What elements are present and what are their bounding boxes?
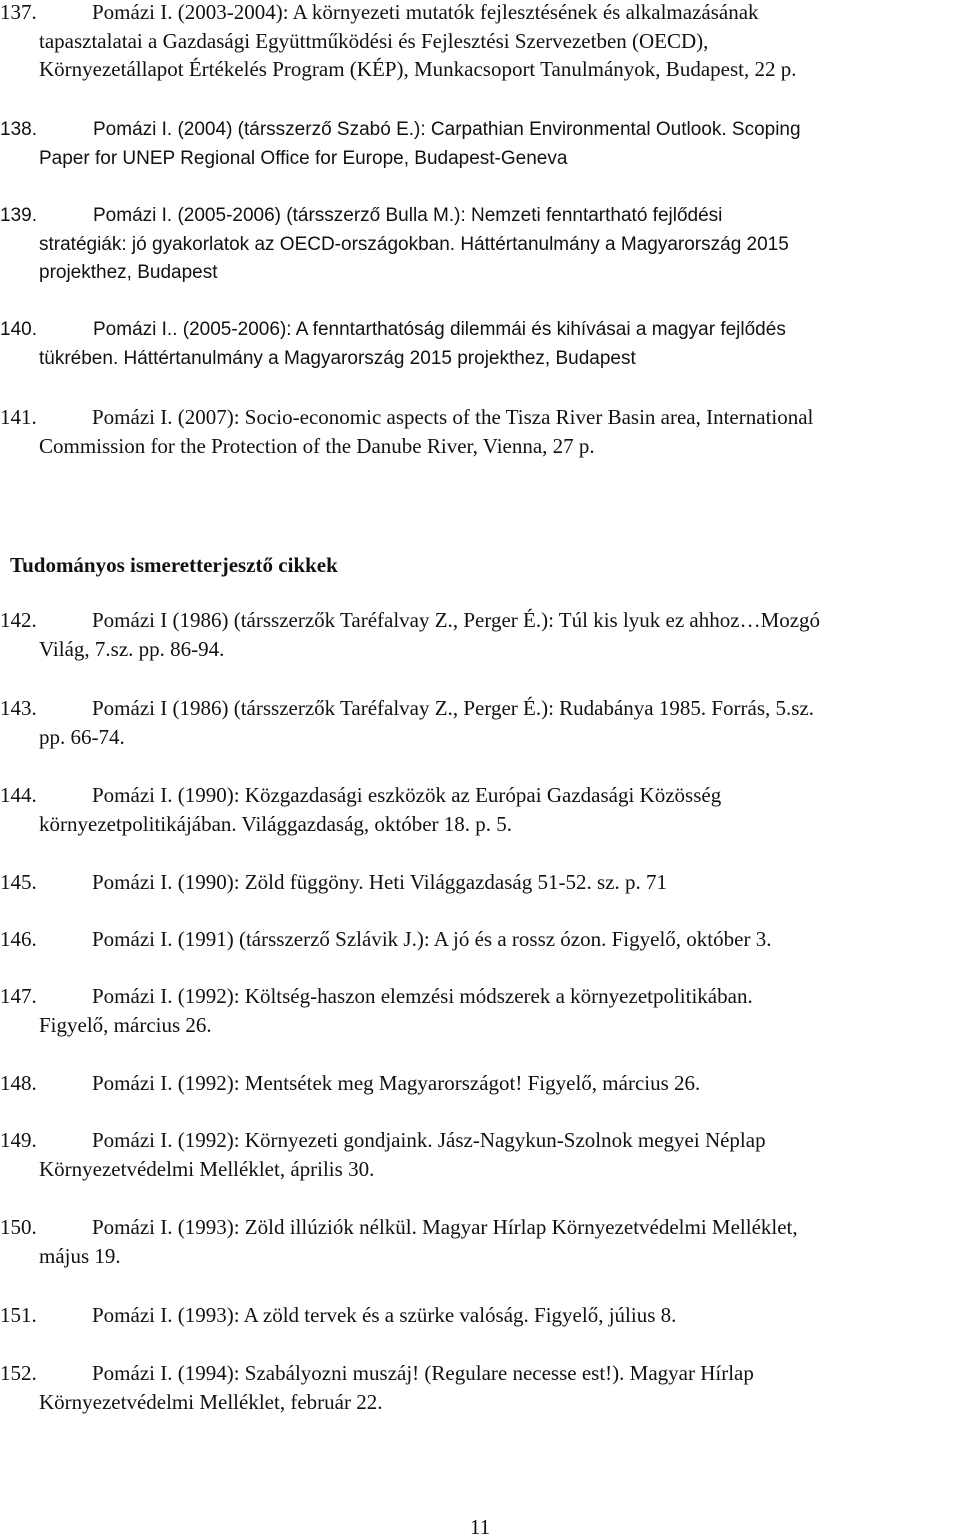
reference-number: 140. xyxy=(0,319,37,340)
reference-150 xyxy=(0,1213,960,1270)
reference-text-line: projekthez, Budapest xyxy=(39,262,218,284)
reference-text-line: Pomázi I. (1994): Szabályozni muszáj! (Regulare necesse est!). Magyar Hírlap xyxy=(92,1361,754,1385)
reference-text-line: Pomázi I.. (2005-2006): A fenntarthatóság dilemmái és kihívásai a magyar fejlődés xyxy=(93,319,786,340)
reference-number: 143. xyxy=(0,696,37,720)
reference-text-line: Commission for the Protection of the Danube River, Vienna, 27 p. xyxy=(39,433,595,458)
reference-number: 152. xyxy=(0,1361,37,1385)
reference-text-line: Környezetvédelmi Melléklet, április 30. xyxy=(39,1156,375,1181)
reference-145 xyxy=(0,868,960,897)
reference-139 xyxy=(0,202,960,288)
reference-140 xyxy=(0,316,960,373)
reference-number: 144. xyxy=(0,783,37,807)
reference-text-line: május 19. xyxy=(39,1243,121,1268)
reference-text-line: Pomázi I. (1990): Zöld függöny. Heti Világgazdaság 51-52. sz. p. 71 xyxy=(92,870,667,894)
reference-text-line: Környezetvédelmi Melléklet, február 22. xyxy=(39,1389,383,1414)
reference-text-line: Pomázi I. (1992): Környezeti gondjaink. Jász-Nagykun-Szolnok megyei Néplap xyxy=(92,1128,766,1152)
reference-143 xyxy=(0,694,960,751)
reference-144 xyxy=(0,781,960,838)
reference-text-line: Pomázi I. (1993): Zöld illúziók nélkül. Magyar Hírlap Környezetvédelmi Melléklet, xyxy=(92,1215,798,1239)
reference-141 xyxy=(0,403,960,460)
section-heading: Tudományos ismeretterjesztő cikkek xyxy=(10,553,338,577)
reference-number: 150. xyxy=(0,1215,37,1239)
page-number: 11 xyxy=(469,1515,491,1539)
reference-number: 149. xyxy=(0,1128,37,1152)
reference-text-line: tapasztalatai a Gazdasági Együttműködési és Fejlesztési Szervezetben (OECD), xyxy=(39,28,709,53)
reference-text-line: Környezetállapot Értékelés Program (KÉP), Munkacsoport Tanulmányok, Budapest, 22 p. xyxy=(39,57,797,82)
reference-number: 146. xyxy=(0,927,37,951)
reference-text-line: stratégiák: jó gyakorlatok az OECD-országokban. Háttértanulmány a Magyarország 2015 xyxy=(39,233,789,255)
reference-text-line: Pomázi I (1986) (társszerzők Taréfalvay Z., Perger É.): Túl kis lyuk ez ahhoz…Mozgó xyxy=(92,608,821,632)
reference-text-line: Világ, 7.sz. pp. 86-94. xyxy=(39,636,225,661)
reference-147 xyxy=(0,982,960,1039)
reference-number: 139. xyxy=(0,205,37,226)
reference-text-line: Pomázi I. (2004) (társszerző Szabó E.): Carpathian Environmental Outlook. Scoping xyxy=(93,119,801,140)
reference-text-line: Pomázi I. (2007): Socio-economic aspects of the Tisza River Basin area, International xyxy=(92,405,814,429)
reference-149 xyxy=(0,1126,960,1183)
reference-text-line: Pomázi I. (1992): Mentsétek meg Magyarországot! Figyelő, március 26. xyxy=(92,1071,701,1095)
reference-number: 137. xyxy=(0,0,37,24)
reference-text-line: Pomázi I (1986) (társszerzők Taréfalvay Z., Perger É.): Rudabánya 1985. Forrás, 5.sz. xyxy=(92,696,815,720)
reference-text-line: Paper for UNEP Regional Office for Europe, Budapest-Geneva xyxy=(39,147,568,169)
reference-text-line: Pomázi I. (2005-2006) (társszerző Bulla M.): Nemzeti fenntartható fejlődési xyxy=(93,205,723,226)
reference-text-line: Pomázi I. (2003-2004): A környezeti mutatók fejlesztésének és alkalmazásának xyxy=(92,0,759,24)
reference-151 xyxy=(0,1301,960,1330)
reference-text-line: pp. 66-74. xyxy=(39,724,125,749)
reference-number: 151. xyxy=(0,1303,37,1327)
reference-number: 138. xyxy=(0,119,37,140)
reference-text-line: környezetpolitikájában. Világgazdaság, október 18. p. 5. xyxy=(39,811,513,836)
reference-146 xyxy=(0,925,960,954)
reference-number: 141. xyxy=(0,405,37,429)
reference-text-line: Pomázi I. (1993): A zöld tervek és a szürke valóság. Figyelő, július 8. xyxy=(92,1303,677,1327)
reference-137 xyxy=(0,0,960,84)
reference-text-line: tükrében. Háttértanulmány a Magyarország 2015 projekthez, Budapest xyxy=(39,347,636,369)
reference-number: 145. xyxy=(0,870,37,894)
reference-152 xyxy=(0,1359,960,1416)
reference-138 xyxy=(0,116,960,173)
reference-number: 148. xyxy=(0,1071,37,1095)
reference-text-line: Pomázi I. (1992): Költség-haszon elemzési módszerek a környezetpolitikában. xyxy=(92,984,753,1008)
reference-text-line: Figyelő, március 26. xyxy=(39,1012,212,1037)
reference-148 xyxy=(0,1069,960,1098)
reference-text-line: Pomázi I. (1990): Közgazdasági eszközök az Európai Gazdasági Közösség xyxy=(92,783,722,807)
reference-text-line: Pomázi I. (1991) (társszerző Szlávik J.): A jó és a rossz ózon. Figyelő, október 3. xyxy=(92,927,772,951)
reference-number: 142. xyxy=(0,608,37,632)
reference-number: 147. xyxy=(0,984,37,1008)
reference-142 xyxy=(0,606,960,663)
